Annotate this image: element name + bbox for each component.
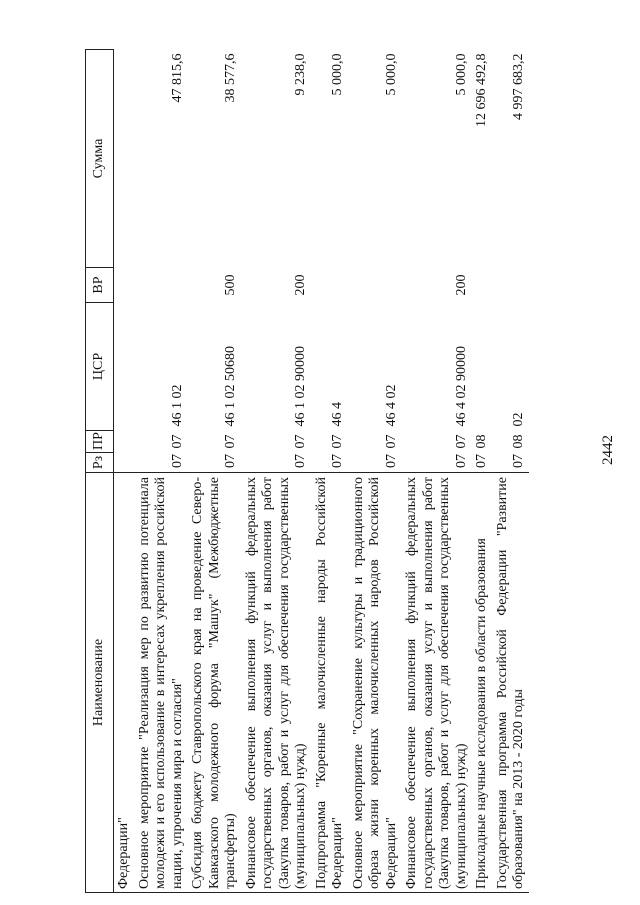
row-rz: 07 [453, 454, 469, 468]
row-csr: 46 4 02 [383, 384, 399, 427]
table-row [241, 50, 311, 893]
row-rz [114, 453, 134, 473]
table-row [134, 50, 188, 893]
row-vr [348, 268, 402, 303]
row-name: Финансовое обеспечение выполнения функций федеральных государственных органов, оказания услуг и выполнения работ (Закупка товаров, работ и услуг для обеспечения государственных (муниципальных) нужд) [401, 473, 471, 893]
row-rz: 07 [169, 454, 185, 468]
row-name: Прикладные научные исследования в области образования [471, 473, 492, 893]
page-number: 2442 [600, 435, 616, 465]
row-vr [492, 268, 529, 303]
row-rz: 07 [330, 454, 346, 468]
row-pr: 07 [453, 434, 469, 449]
table-row [471, 50, 492, 893]
row-name: Федерации" [114, 473, 134, 893]
row-pr: 08 [474, 434, 490, 449]
table-row [401, 50, 471, 893]
row-sum: 5 000,0 [383, 53, 399, 96]
row-csr: 46 1 02 50680 [223, 346, 239, 427]
row-csr: 46 4 [330, 402, 346, 427]
row-rz: 07 [293, 454, 309, 468]
table-row [311, 50, 348, 893]
row-sum: 5 000,0 [453, 53, 469, 96]
header-vr: ВР [86, 268, 114, 303]
row-vr [114, 268, 134, 303]
row-pr: 07 [293, 434, 309, 449]
row-csr: 02 [511, 412, 527, 427]
row-csr [471, 303, 492, 431]
row-rz: 07 [383, 454, 399, 468]
row-vr: 500 [223, 274, 239, 296]
row-rz: 07 [474, 454, 490, 468]
row-sum [114, 50, 134, 268]
row-pr: 07 [169, 434, 185, 449]
row-rz: 07 [223, 454, 239, 468]
row-csr: 46 1 02 90000 [293, 346, 309, 427]
table-row [492, 50, 529, 893]
row-name: Основное мероприятие "Сохранение культуры и традиционного образа жизни коренных малочисленных народов Российской Федерации" [348, 473, 402, 893]
row-pr: 07 [223, 434, 239, 449]
row-vr [134, 268, 188, 303]
table-row [187, 50, 241, 893]
row-csr: 46 4 02 90000 [453, 346, 469, 427]
row-sum: 12 696 492,8 [474, 53, 490, 127]
row-name: Подпрограмма "Коренные малочисленные народы Российской Федерации" [311, 473, 348, 893]
table-row [348, 50, 402, 893]
row-rz: 07 [511, 454, 527, 468]
row-name: Субсидия бюджету Ставропольского края на проведение Северо-Кавказского молодежного форума "Машук" (Межбюджетные трансферты) [187, 473, 241, 893]
header-pr: ПР [86, 431, 114, 453]
header-sum: Сумма [86, 50, 114, 268]
row-vr [471, 268, 492, 303]
row-vr [311, 268, 348, 303]
row-csr: 46 1 02 [169, 384, 185, 427]
row-name: Государственная программа Российской Федерации "Развитие образования" на 2013 - 2020 годы [492, 473, 529, 893]
row-vr: 200 [293, 274, 309, 296]
row-pr [114, 431, 134, 453]
row-sum: 47 815,6 [169, 53, 185, 103]
row-sum: 5 000,0 [330, 53, 346, 96]
header-rz: Рз [86, 453, 114, 473]
row-pr: 08 [511, 434, 527, 449]
header-name: Наименование [86, 473, 114, 893]
row-name: Финансовое обеспечение выполнения функций федеральных государственных органов, оказания услуг и выполнения работ (Закупка товаров, работ и услуг для обеспечения государственных (муниципальных) нужд) [241, 473, 311, 893]
budget-table [85, 49, 529, 893]
header-csr: ЦСР [86, 303, 114, 431]
row-vr: 200 [453, 274, 469, 296]
row-pr: 07 [330, 434, 346, 449]
row-pr: 07 [383, 434, 399, 449]
table-row [114, 50, 134, 893]
row-sum: 4 997 683,2 [511, 53, 527, 120]
table-header [86, 50, 114, 893]
row-sum: 38 577,6 [223, 53, 239, 103]
row-csr [114, 303, 134, 431]
row-sum: 9 238,0 [293, 53, 309, 96]
row-name: Основное мероприятие "Реализация мер по развитию потенциала молодежи и его использование в интересах укрепления российской нации, упрочения мира и согласия" [134, 473, 188, 893]
